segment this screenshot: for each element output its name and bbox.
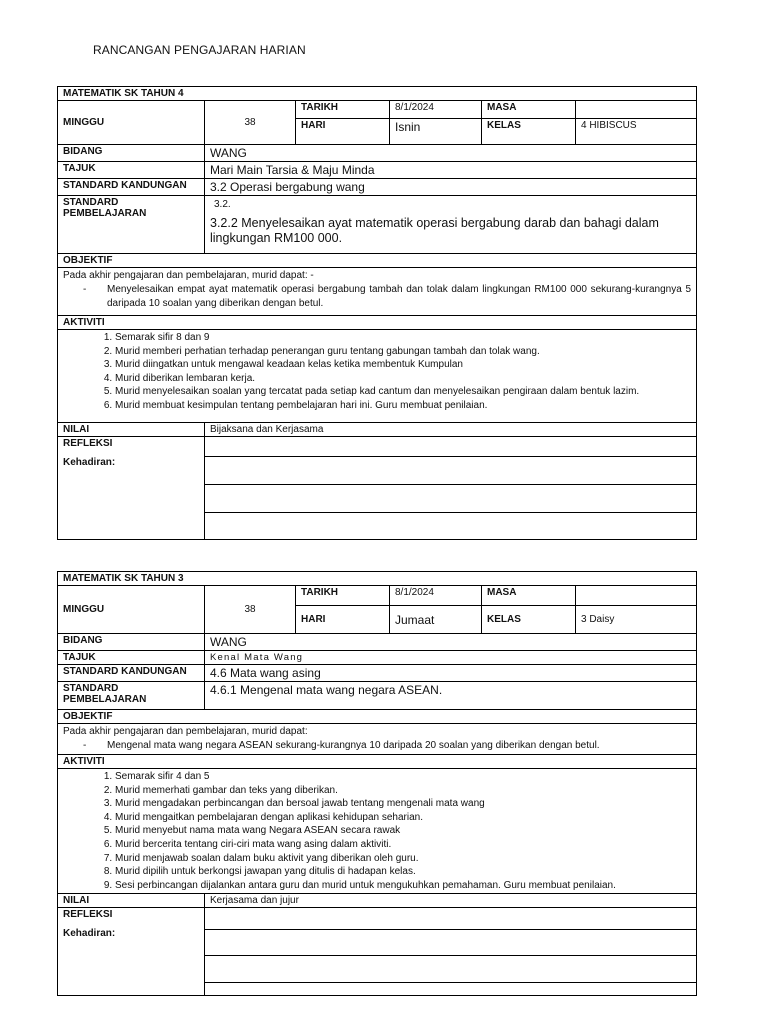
objektif-label: OBJEKTIF xyxy=(58,254,697,268)
lesson-plan-table-1 xyxy=(57,86,697,540)
tajuk-value: Mari Main Tarsia & Maju Minda xyxy=(205,162,697,179)
standard-kandungan-label: STANDARD KANDUNGAN xyxy=(58,179,205,196)
aktiviti-list xyxy=(63,770,691,892)
nilai-label: NILAI xyxy=(58,423,205,437)
aktiviti-item: 2. Murid memerhati gambar dan teks yang diberikan. xyxy=(115,784,691,798)
minggu-value: 38 xyxy=(205,586,296,634)
lesson-plan-table-2 xyxy=(57,571,697,996)
refleksi-line xyxy=(205,437,697,457)
standard-pembelajaran-code: 3.2. xyxy=(214,199,231,210)
aktiviti-item: 8. Murid dipilih untuk berkongsi jawapan yang ditulis di hadapan kelas. xyxy=(115,865,691,879)
masa-value xyxy=(576,586,697,606)
refleksi-line xyxy=(205,930,697,956)
standard-pembelajaran-cell xyxy=(205,196,697,254)
objektif-item-text: Menyelesaikan empat ayat matematik operasi bergabung tambah dan tolak dalam lingkungan RM100 000 sekurang-kurangnya 5 daripada 10 soalan yang diberikan dengan betul. xyxy=(107,284,692,309)
dash-marker: - xyxy=(83,740,87,751)
bidang-label: BIDANG xyxy=(58,145,205,162)
aktiviti-item: 1. Semarak sifir 8 dan 9 xyxy=(115,331,691,345)
tajuk-value: Kenal Mata Wang xyxy=(205,651,697,665)
kelas-value: 3 Daisy xyxy=(576,606,697,634)
refleksi-cell xyxy=(58,908,205,996)
aktiviti-cell xyxy=(58,769,697,894)
bidang-label: BIDANG xyxy=(58,634,205,651)
standard-kandungan-value: 3.2 Operasi bergabung wang xyxy=(205,179,697,196)
standard-pembelajaran-value: 3.2.2 Menyelesaikan ayat matematik operasi bergabung darab dan bahagi dalam lingkungan RM100 000. xyxy=(210,216,659,245)
minggu-label: MINGGU xyxy=(58,101,205,145)
objektif-intro: Pada akhir pengajaran dan pembelajaran, murid dapat: - xyxy=(63,270,314,281)
tajuk-label: TAJUK xyxy=(58,651,205,665)
aktiviti-item: 4. Murid mengaitkan pembelajaran dengan aplikasi kehidupan seharian. xyxy=(115,811,691,825)
subject-header: MATEMATIK SK TAHUN 4 xyxy=(58,87,697,101)
aktiviti-item: 7. Murid menjawab soalan dalam buku aktivit yang diberikan oleh guru. xyxy=(115,852,691,866)
masa-value xyxy=(576,101,697,119)
aktiviti-list xyxy=(63,331,691,413)
aktiviti-item: 5. Murid menyebut nama mata wang Negara ASEAN secara rawak xyxy=(115,824,691,838)
aktiviti-item: 5. Murid menyelesaikan soalan yang tercatat pada setiap kad cantum dan menyelesaikan pengiraan dalam bentuk lazim. xyxy=(115,385,691,399)
objektif-item-text: Mengenal mata wang negara ASEAN sekurang-kurangnya 10 daripada 20 soalan yang diberikan dengan betul. xyxy=(107,740,600,751)
kelas-value: 4 HIBISCUS xyxy=(576,119,697,145)
refleksi-label: REFLEKSI xyxy=(63,909,113,921)
objektif-cell xyxy=(58,724,697,755)
aktiviti-item: 6. Murid bercerita tentang ciri-ciri mata wang asing dalam aktiviti. xyxy=(115,838,691,852)
refleksi-cell xyxy=(58,437,205,540)
minggu-label: MINGGU xyxy=(58,586,205,634)
nilai-value: Bijaksana dan Kerjasama xyxy=(205,423,697,437)
objektif-intro: Pada akhir pengajaran dan pembelajaran, murid dapat: xyxy=(63,726,308,737)
nilai-value: Kerjasama dan jujur xyxy=(205,894,697,908)
bidang-value: WANG xyxy=(205,634,697,651)
standard-kandungan-value: 4.6 Mata wang asing xyxy=(205,665,697,682)
aktiviti-item: 3. Murid mengadakan perbincangan dan bersoal jawab tentang mengenali mata wang xyxy=(115,797,691,811)
objektif-list xyxy=(63,283,691,311)
standard-kandungan-label: STANDARD KANDUNGAN xyxy=(58,665,205,682)
bidang-value: WANG xyxy=(205,145,697,162)
aktiviti-item: 4. Murid diberikan lembaran kerja. xyxy=(115,372,691,386)
refleksi-line xyxy=(205,956,697,983)
hari-label: HARI xyxy=(296,606,390,634)
standard-pembelajaran-label: STANDARD PEMBELAJARAN xyxy=(58,196,205,254)
aktiviti-item: 2. Murid memberi perhatian terhadap penerangan guru tentang gabungan tambah dan tolak wang. xyxy=(115,345,691,359)
aktiviti-cell xyxy=(58,330,697,423)
objektif-item xyxy=(83,283,691,311)
kelas-label: KELAS xyxy=(482,606,576,634)
refleksi-label: REFLEKSI xyxy=(63,438,113,449)
tajuk-label: TAJUK xyxy=(58,162,205,179)
minggu-value: 38 xyxy=(205,101,296,145)
standard-pembelajaran-label: STANDARD PEMBELAJARAN xyxy=(58,682,205,710)
objektif-cell xyxy=(58,268,697,316)
subject-header: MATEMATIK SK TAHUN 3 xyxy=(58,572,697,586)
standard-pembelajaran-value: 4.6.1 Mengenal mata wang negara ASEAN. xyxy=(205,682,697,710)
document-title: RANCANGAN PENGAJARAN HARIAN xyxy=(93,43,306,57)
kehadiran-label: Kehadiran: xyxy=(63,457,116,468)
masa-label: MASA xyxy=(482,586,576,606)
aktiviti-label: AKTIVITI xyxy=(58,755,697,769)
nilai-label: NILAI xyxy=(58,894,205,908)
hari-value: Isnin xyxy=(390,119,482,145)
tarikh-value: 8/1/2024 xyxy=(390,586,482,606)
aktiviti-item: 6. Murid membuat kesimpulan tentang pembelajaran hari ini. Guru membuat penilaian. xyxy=(115,399,691,413)
hari-label: HARI xyxy=(296,119,390,145)
aktiviti-item: 1. Semarak sifir 4 dan 5 xyxy=(115,770,691,784)
kelas-label: KELAS xyxy=(482,119,576,145)
tarikh-label: TARIKH xyxy=(296,101,390,119)
dash-marker: - xyxy=(83,284,87,295)
tarikh-label: TARIKH xyxy=(296,586,390,606)
aktiviti-item: 9. Sesi perbincangan dijalankan antara guru dan murid untuk mengukuhkan pemahaman. Guru membuat penilaian. xyxy=(115,879,691,893)
refleksi-line xyxy=(205,457,697,485)
objektif-list xyxy=(63,739,691,753)
refleksi-line xyxy=(205,485,697,513)
objektif-item xyxy=(83,739,691,753)
hari-value: Jumaat xyxy=(390,606,482,634)
refleksi-line xyxy=(205,513,697,540)
aktiviti-label: AKTIVITI xyxy=(58,316,697,330)
aktiviti-item: 3. Murid diingatkan untuk mengawal keadaan kelas ketika membentuk Kumpulan xyxy=(115,358,691,372)
masa-label: MASA xyxy=(482,101,576,119)
kehadiran-label: Kehadiran: xyxy=(63,928,116,940)
tarikh-value: 8/1/2024 xyxy=(390,101,482,119)
objektif-label: OBJEKTIF xyxy=(58,710,697,724)
refleksi-line xyxy=(205,908,697,930)
refleksi-line xyxy=(205,983,697,996)
